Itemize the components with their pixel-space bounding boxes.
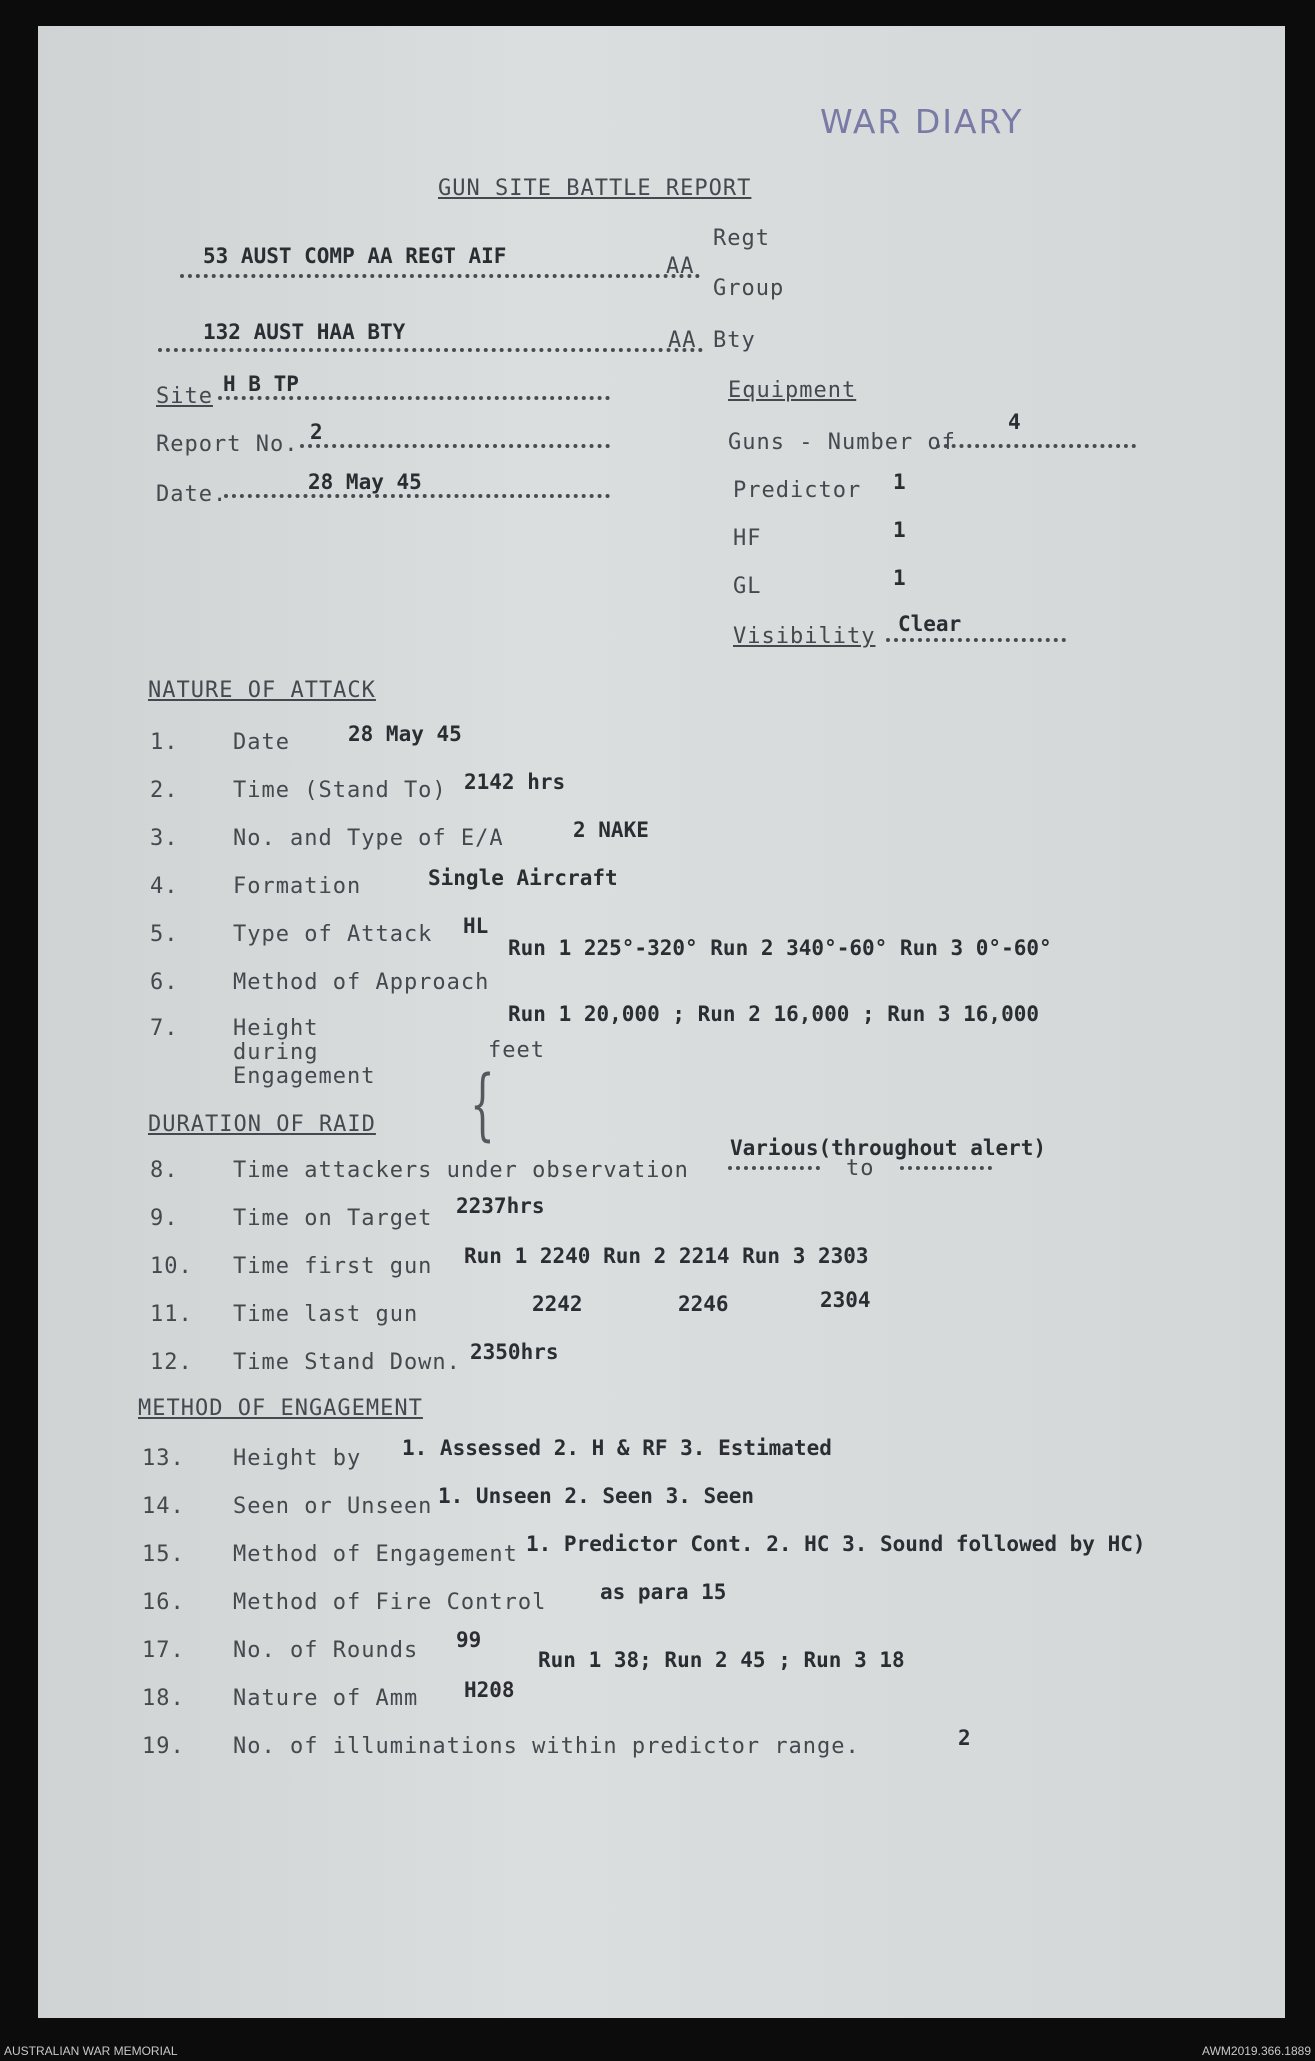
obs-to-dotted-line — [900, 1166, 992, 1170]
item-label: Time Stand Down. — [233, 1350, 461, 1375]
item-label: No. of Rounds — [233, 1638, 419, 1663]
approach-value: Run 1 225°-320° Run 2 340°-60° Run 3 0°-60° — [508, 936, 1052, 960]
last-gun-run-1: 2242 — [532, 1292, 583, 1316]
item-label: Time on Target — [233, 1206, 433, 1231]
item-label: Method of Engagement — [233, 1542, 518, 1567]
gl-value: 1 — [893, 566, 906, 590]
item-value: 2 NAKE — [573, 818, 649, 842]
item-num: 6. — [150, 970, 179, 995]
item-value: Single Aircraft — [428, 866, 618, 890]
item-label: Formation — [233, 874, 362, 899]
item-num: 3. — [150, 826, 179, 851]
bty-fill: 132 AUST HAA BTY — [203, 320, 406, 344]
brace-symbol: { — [470, 1060, 495, 1150]
item-label-3: Engagement — [233, 1064, 376, 1089]
predictor-label: Predictor — [733, 478, 862, 503]
date-value: 28 May 45 — [308, 470, 422, 494]
bty-label: Bty — [713, 328, 756, 353]
footer-credit: AUSTRALIAN WAR MEMORIAL — [4, 2044, 178, 2058]
item-num: 19. — [142, 1734, 185, 1759]
visibility-label: Visibility — [733, 624, 876, 649]
item-num: 14. — [142, 1494, 185, 1519]
item-num: 10. — [150, 1254, 193, 1279]
document-page — [38, 26, 1285, 2018]
item-num: 2. — [150, 778, 179, 803]
item-num: 5. — [150, 922, 179, 947]
item-num: 18. — [142, 1686, 185, 1711]
rounds-detail: Run 1 38; Run 2 45 ; Run 3 18 — [538, 1648, 905, 1672]
item-num: 9. — [150, 1206, 179, 1231]
regt-label: Regt — [713, 226, 770, 251]
visibility-value: Clear — [898, 612, 962, 636]
site-value: H B TP — [223, 372, 299, 396]
item-label: Time (Stand To) — [233, 778, 447, 803]
regt-dotted-line — [180, 274, 700, 278]
item-value: H208 — [464, 1678, 515, 1702]
report-no-value: 2 — [310, 420, 323, 444]
item-num: 1. — [150, 730, 179, 755]
item-label: Seen or Unseen — [233, 1494, 433, 1519]
report-dotted-line — [300, 444, 610, 448]
gl-label: GL — [733, 574, 762, 599]
guns-dotted-line — [936, 444, 1136, 448]
item-label: Time last gun — [233, 1302, 419, 1327]
obs-dotted-line — [728, 1166, 820, 1170]
item-label: No. of illuminations within predictor range. — [233, 1734, 860, 1759]
item-value: 1. Unseen 2. Seen 3. Seen — [438, 1484, 755, 1508]
item-label: Time attackers under observation — [233, 1158, 689, 1183]
method-heading: METHOD OF ENGAGEMENT — [138, 1396, 423, 1421]
item-num: 16. — [142, 1590, 185, 1615]
item-value: 2 — [958, 1726, 971, 1750]
height-unit: feet — [488, 1038, 545, 1063]
item-num: 4. — [150, 874, 179, 899]
item-value: 1. Predictor Cont. 2. HC 3. Sound followed by HC) — [526, 1532, 1146, 1556]
date-dotted-line — [224, 494, 610, 498]
page-title: GUN SITE BATTLE REPORT — [438, 176, 752, 201]
item-num: 12. — [150, 1350, 193, 1375]
item-value: as para 15 — [600, 1580, 727, 1604]
item-num: 11. — [150, 1302, 193, 1327]
item-label: No. and Type of E/A — [233, 826, 504, 851]
first-gun-value: Run 1 2240 Run 2 2214 Run 3 2303 — [464, 1244, 869, 1268]
site-dotted-line — [218, 396, 610, 400]
guns-label: Guns - Number of — [728, 430, 956, 455]
last-gun-run-3: 2304 — [820, 1288, 871, 1312]
war-diary-stamp: WAR DIARY — [820, 102, 1024, 141]
item-value: 2142 hrs — [464, 770, 566, 794]
item-value: 2350hrs — [470, 1340, 559, 1364]
obs-to: to — [846, 1156, 875, 1181]
item-num: 15. — [142, 1542, 185, 1567]
duration-heading: DURATION OF RAID — [148, 1112, 376, 1137]
item-label: Method of Approach — [233, 970, 490, 995]
item-label: Height by — [233, 1446, 362, 1471]
last-gun-run-2: 2246 — [678, 1292, 729, 1316]
visibility-dotted-line — [886, 638, 1066, 642]
footer-catalogue-id: AWM2019.366.1889 — [1202, 2044, 1311, 2058]
predictor-value: 1 — [893, 470, 906, 494]
item-value: 99 — [456, 1628, 482, 1652]
item-num: 13. — [142, 1446, 185, 1471]
nature-heading: NATURE OF ATTACK — [148, 678, 376, 703]
site-label: Site — [156, 384, 213, 409]
item-label: Date — [233, 730, 290, 755]
item-num: 7. — [150, 1016, 179, 1041]
item-value: 2237hrs — [456, 1194, 545, 1218]
regt-fill: 53 AUST COMP AA REGT AIF — [203, 244, 507, 268]
item-num: 8. — [150, 1158, 179, 1183]
item-label: Method of Fire Control — [233, 1590, 547, 1615]
report-no-label: Report No. — [156, 432, 299, 457]
date-label: Date. — [156, 482, 228, 507]
equipment-heading: Equipment — [728, 378, 857, 403]
item-num: 17. — [142, 1638, 185, 1663]
item-value: 28 May 45 — [348, 722, 462, 746]
obs-value: Various(throughout alert) — [730, 1136, 1047, 1160]
height-value: Run 1 20,000 ; Run 2 16,000 ; Run 3 16,000 — [508, 1002, 1040, 1026]
bty-suffix: AA — [668, 328, 697, 353]
item-label: Height — [233, 1016, 319, 1041]
item-label: Nature of Amm — [233, 1686, 419, 1711]
hf-value: 1 — [893, 518, 906, 542]
item-label: Time first gun — [233, 1254, 433, 1279]
bty-dotted-line — [158, 348, 703, 352]
item-value: 1. Assessed 2. H & RF 3. Estimated — [402, 1436, 832, 1460]
item-label-2: during — [233, 1040, 319, 1065]
group-label: Group — [713, 276, 785, 301]
guns-value: 4 — [1008, 410, 1021, 434]
item-label: Type of Attack — [233, 922, 433, 947]
regt-suffix: AA — [666, 254, 695, 279]
hf-label: HF — [733, 526, 762, 551]
item-value: HL — [463, 914, 489, 938]
